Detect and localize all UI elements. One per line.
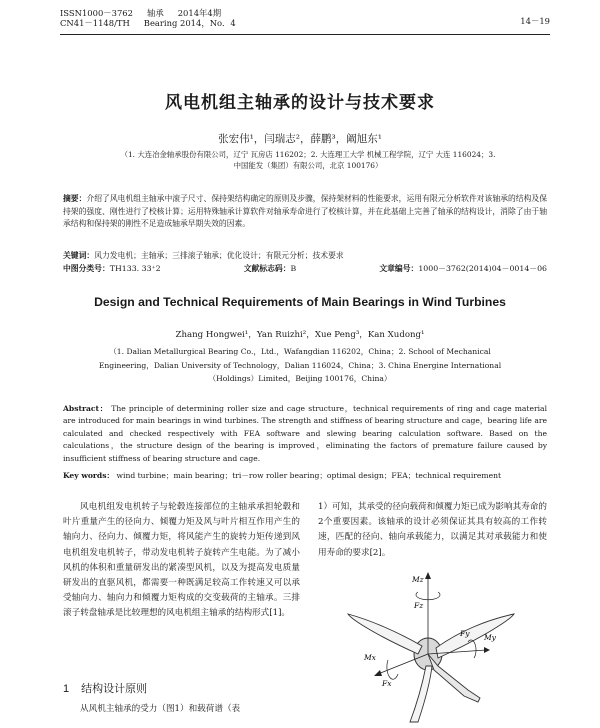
keywords-cn-label: 关键词： xyxy=(63,251,95,260)
cn-number: CN41－1148/TH xyxy=(60,18,130,28)
label-mx: Mx xyxy=(364,653,376,662)
abstract-en-text: The principle of determining roller size and cage structure，technical requirements of ring and cage material are introduced for main bearings in wind turbines. The strength and stiffness of bearing structure and cage，bearing life are calculated and checked respectively with FEA software and slewing bearing calculation software. Based on the calculations，the structure design of the bearing is improved，eliminating the factors of premature failure caused by insufficient stiffness of bearing structure and cage. xyxy=(63,404,547,463)
abstract-cn xyxy=(63,193,547,231)
y-arrow xyxy=(484,647,490,653)
issn: ISSN1000－3762 xyxy=(60,8,133,18)
blade-3 xyxy=(410,666,432,722)
authors-en: Zhang Hongwei¹，Yan Ruizhi²，Xue Peng³，Kan Xudong¹ xyxy=(175,330,425,340)
section-heading xyxy=(63,680,147,696)
page-range: 14－19 xyxy=(520,16,550,26)
abstract-cn-text: 介绍了风电机组主轴承中滚子尺寸、保持架结构确定的原则及步骤，保持架材料的性能要求，运用有限元分析软件对该轴承的结构及保持架的强度、刚性进行了校核计算；运用特殊轴承计算软件对轴承寿命进行了校核计算，并在此基础上完善了轴承的结构设计，消除了由于轴承结构和保持架的刚性不足造成轴承早期失效的因素。 xyxy=(63,194,547,228)
body-left-paragraph: 风电机组发电机转子与轮毂连接部位的主轴承承担轮毂和叶片重量产生的径向力、倾覆力矩及风与叶片相互作用产生的轴向力、径向力、倾覆力矩，将风能产生的旋转力矩传递到风电机组发电机转子，带动发电机转子旋转产生电能。为了减小风机的体积和重量研发出的紧凑型风机，以及为提高发电质量研发出的直驱风机，都需要一种既满足较高工作转速又可以承受轴向力、轴向力和倾覆力矩构成的交变载荷的主轴承。三排滚子转盘轴承是比较理想的风电机组主轴承的结构形式[1]。 xyxy=(63,502,300,619)
keywords-en xyxy=(63,470,547,482)
keywords-cn-text: 风力发电机；主轴承；三排滚子轴承；优化设计；有限元分析；技术要求 xyxy=(94,251,344,260)
doc-code-value: B xyxy=(290,264,297,273)
journal-name-en: Bearing 2014，No．4 xyxy=(143,18,236,28)
keywords-en-label: Key words： xyxy=(63,471,115,480)
label-fx: Fx xyxy=(382,679,392,688)
authors-cn: 张宏伟¹，闫瑞志²，薛鹏³，阚旭东¹ xyxy=(218,133,382,145)
abstract-en-label: Abstract： xyxy=(63,404,109,413)
affiliation-en: （1. Dalian Metallurgical Bearing Co.，Ltd.，Wafangdian 116202，China；2. School of Mechanical Engineering，Dalian University of Technology，Dalian 116024，China；3. China Energine International（Holdings）Limited，Beijing 100176，China） xyxy=(98,347,502,383)
running-head xyxy=(60,8,550,28)
blade-1 xyxy=(348,614,422,654)
header-rule xyxy=(60,34,550,35)
body-last-paragraph: 从风机主轴承的受力（图1）和载荷谱（表 xyxy=(80,704,241,714)
blade-2 xyxy=(436,614,514,658)
body-right-paragraph: 1）可知，其承受的径向载荷和倾覆力矩已成为影响其寿命的2个重要因素。该轴承的设计必须保证其具有较高的工作转速，匹配的径向、轴向承载能力，以满足其对承载能力和使用寿命的要求[2]。 xyxy=(318,502,547,558)
abstract-cn-label: 摘要： xyxy=(63,194,87,203)
affiliation-cn: （1. 大连冶金轴承股份有限公司，辽宁 瓦房店 116202；2. 大连理工大学 机械工程学院，辽宁 大连 116024；3. 中国能发（集团）有限公司，北京 100176） xyxy=(120,150,496,170)
keywords-cn xyxy=(63,250,547,262)
keywords-en-text: wind turbine；main bearing；tri－row roller bearing；optimal design；FEA；technical requirement xyxy=(116,471,502,480)
clc-label: 中图分类号： xyxy=(63,264,110,273)
title-cn: 风电机组主轴承的设计与技术要求 xyxy=(165,93,435,113)
title-en: Design and Technical Requirements of Main Bearings in Wind Turbines xyxy=(94,295,506,309)
journal-name-cn: 轴承 xyxy=(146,8,164,18)
classification-line xyxy=(63,263,547,274)
label-fy: Fy xyxy=(460,629,470,638)
label-mz: Mz xyxy=(412,575,424,584)
figure-wind-turbine-loads xyxy=(318,562,547,724)
x-arrow xyxy=(374,670,382,676)
z-arrow xyxy=(425,572,431,579)
issue-cn: 2014年4期 xyxy=(177,8,222,18)
label-my: My xyxy=(484,633,496,642)
article-id-label: 文章编号： xyxy=(379,264,419,273)
abstract-en xyxy=(63,403,547,465)
article-id-value: 1000－3762(2014)04－0014－06 xyxy=(418,264,547,273)
section-number: 1 xyxy=(63,683,70,695)
doc-code-label: 文献标志码： xyxy=(243,264,291,273)
clc-value: TH133. 33⁺2 xyxy=(109,264,161,273)
label-fz: Fz xyxy=(414,601,424,610)
section-title: 结构设计原则 xyxy=(81,682,148,695)
wind-turbine-diagram xyxy=(318,562,547,724)
